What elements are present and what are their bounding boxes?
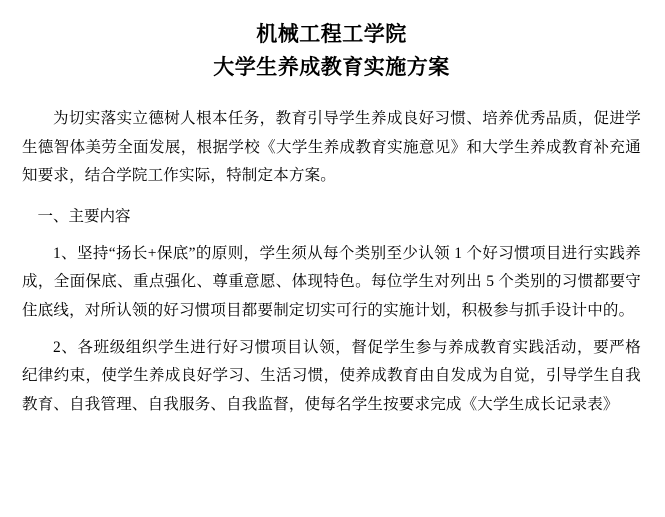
paragraph-item-2: 2、各班级组织学生进行好习惯项目认领，督促学生参与养成教育实践活动，要严格纪律约束，使学生养成良好学习、生活习惯，使养成教育由自发成为自觉，引导学生自我教育、自我管理、自我服务、自我监督，使每名学生按要求完成《大学生成长记录表》 [22,338,641,414]
title-line-2: 大学生养成教育实施方案 [213,54,450,79]
title-spacer [22,83,641,105]
paragraph-item-1: 1、坚持“扬长+保底”的原则，学生须从每个类别至少认领 1 个好习惯项目进行实践养成，全面保底、重点强化、尊重意愿、体现特色。每位学生对列出 5 个类别的习惯都要守住底线，对所认领的好习惯项目都要制定切实可行的实施计划，积极参与抓手设计中的。 [22,244,641,320]
paragraph-intro: 为切实落实立德树人根本任务，教育引导学生养成良好习惯、培养优秀品质，促进学生德智体美劳全面发展，根据学校《大学生养成教育实施意见》和大学生养成教育补充通知要求，结合学院工作实际，特制定本方案。 [22,110,641,185]
title-line-1: 机械工程工学院 [256,22,407,46]
paragraph-spacer-1 [22,193,641,199]
document-title [22,18,641,83]
section-heading-main-content: 一、主要内容 [37,208,131,226]
